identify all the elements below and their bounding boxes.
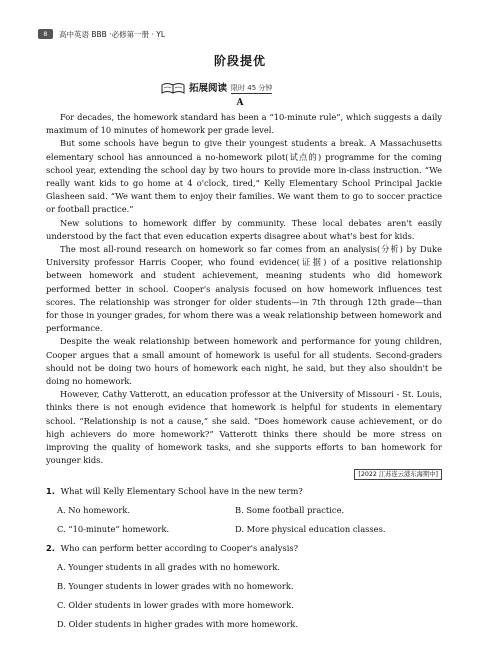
- source-tag: [2022 江苏连云港东海期中]: [354, 469, 442, 480]
- question-stem: [46, 539, 442, 558]
- reading-label: 拓展阅读: [189, 83, 228, 94]
- option-a: A. Younger students in all grades with no homework.: [57, 562, 281, 573]
- paragraph: However, Cathy Vatterott, an education professor at the University of Missouri - St. Louis, thinks there is not enough evidence that homework is helpful for students in elementary school. “Relationship is not a cause,” she said. “Does homework cause achievement, or do high achievers do more homework?” Vatterott thinks there should be more stress on improving the quality of homework tasks, and she supports efforts to ban homework for younger kids.: [46, 389, 442, 466]
- section-title: 阶段提优: [213, 54, 266, 68]
- paragraph: Despite the weak relationship between homework and performance for young children, Cooper argues that a small amount of homework is useful for all students. Second-graders should not be doing two hours of homework each night, he said, but they also shouldn't be doing no homework.: [46, 336, 442, 387]
- header-text: 高中英语 BBB ·必修第一册 · YL: [59, 29, 165, 39]
- source-row: [46, 467, 442, 480]
- question-number: 1.: [46, 486, 55, 497]
- option-c: C. Older students in lower grades with more homework.: [57, 600, 294, 611]
- passage-body: [46, 111, 442, 634]
- option-row: [46, 501, 442, 520]
- question-text: What will Kelly Elementary School have in the new term?: [60, 486, 303, 497]
- option-b: B. Younger students in lower grades with no homework.: [57, 581, 294, 592]
- open-book-icon: [160, 82, 186, 94]
- question-2: [46, 539, 442, 634]
- sub-header: [160, 80, 272, 94]
- question-number: 2.: [46, 543, 55, 554]
- option-d: D. Older students in higher grades with more homework.: [57, 619, 299, 630]
- page-number: 8: [38, 29, 53, 39]
- paragraph: For decades, the homework standard has been a “10-minute rule”, which suggests a daily maximum of 10 minutes of homework per grade level.: [46, 112, 442, 136]
- paragraph: But some schools have begun to give their youngest students a break. A Massachusetts elementary school has announced a no-homework pilot(试点的) programme for the coming school year, extending the school day by two hours to provide more in-class instruction. “We really want kids to go home at 4 o'clock, tired,” Kelly Elementary School Principal Jackie Glasheen said. “We want them to enjoy their families. We want them to go to soccer practice or football practice.”: [46, 138, 442, 215]
- question-stem: [46, 482, 442, 501]
- page-header: [38, 27, 165, 41]
- option-a: A. No homework.: [57, 505, 131, 516]
- option-b: B. Some football practice.: [235, 505, 345, 516]
- question-text: Who can perform better according to Cooper's analysis?: [60, 543, 299, 554]
- question-1: [46, 482, 442, 539]
- passage-letter: A: [236, 98, 244, 108]
- option-c: C. “10-minute” homework.: [57, 524, 170, 535]
- paragraph: The most all-round research on homework so far comes from an analysis(分析) by Duke University professor Harris Cooper, who found evidence(证据) of a positive relationship between homework and student achievement, meaning students who did homework performed better in school. Cooper's analysis focused on how homework influences test scores. The relationship was stronger for older students—in 7th through 12th grade—than for those in younger grades, for whom there was a weak relationship between homework and performance.: [46, 244, 442, 334]
- paragraph: New solutions to homework differ by community. These local debates aren't easily understood by the fact that even education experts disagree about what's best for kids.: [46, 217, 442, 241]
- option-d: D. More physical education classes.: [235, 524, 386, 535]
- time-limit: 限时 45 分钟: [231, 84, 273, 92]
- option-row: [46, 520, 442, 539]
